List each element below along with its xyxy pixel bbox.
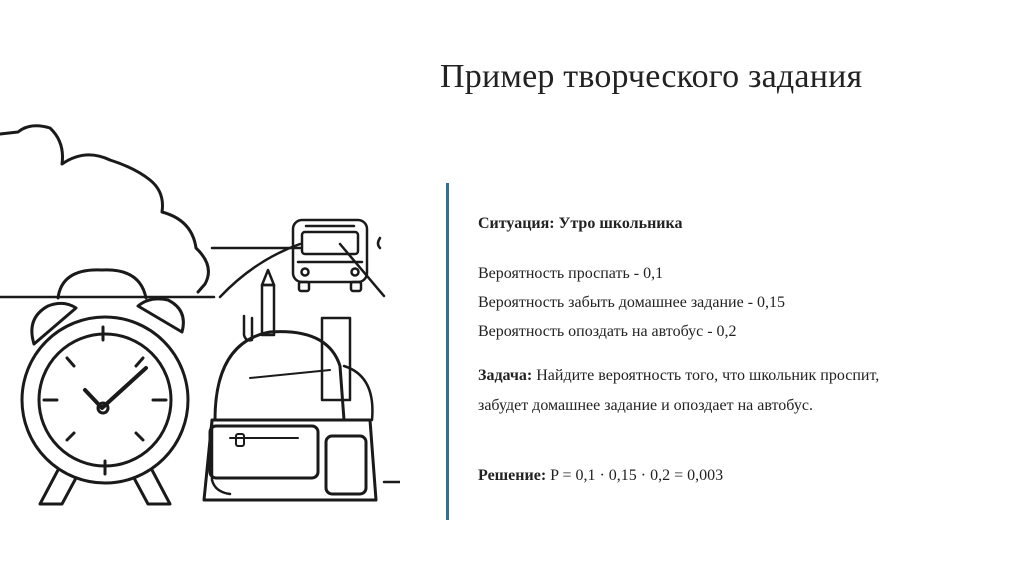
accent-divider [446,183,449,520]
situation-heading: Ситуация: Утро школьника [478,215,683,232]
cloud-icon [0,126,208,292]
probability-oversleep: Вероятность проспать - 0,1 [478,265,664,282]
task-block [478,364,879,418]
slide-title: Пример творческого задания [440,58,863,95]
task-label: Задача: [478,367,533,384]
solution-label: Решение: [478,467,547,484]
solution-line [478,464,879,488]
probability-miss-bus: Вероятность опоздать на автобус - 0,2 [478,323,737,340]
alarm-clock-icon [22,270,188,504]
morning-illustration [0,120,400,530]
task-content [478,212,879,488]
bus-icon [293,220,380,291]
pencil-icon [262,270,274,335]
task-line-1 [478,364,879,388]
probability-forget-homework: Вероятность забыть домашнее задание - 0,15 [478,294,786,311]
solution-text: P = 0,1 · 0,15 · 0,2 = 0,003 [546,467,724,484]
task-line-2: забудет домашнее задание и опоздает на автобус. [478,397,813,414]
task-text-1: Найдите вероятность того, что школьник проспит, [532,367,880,384]
